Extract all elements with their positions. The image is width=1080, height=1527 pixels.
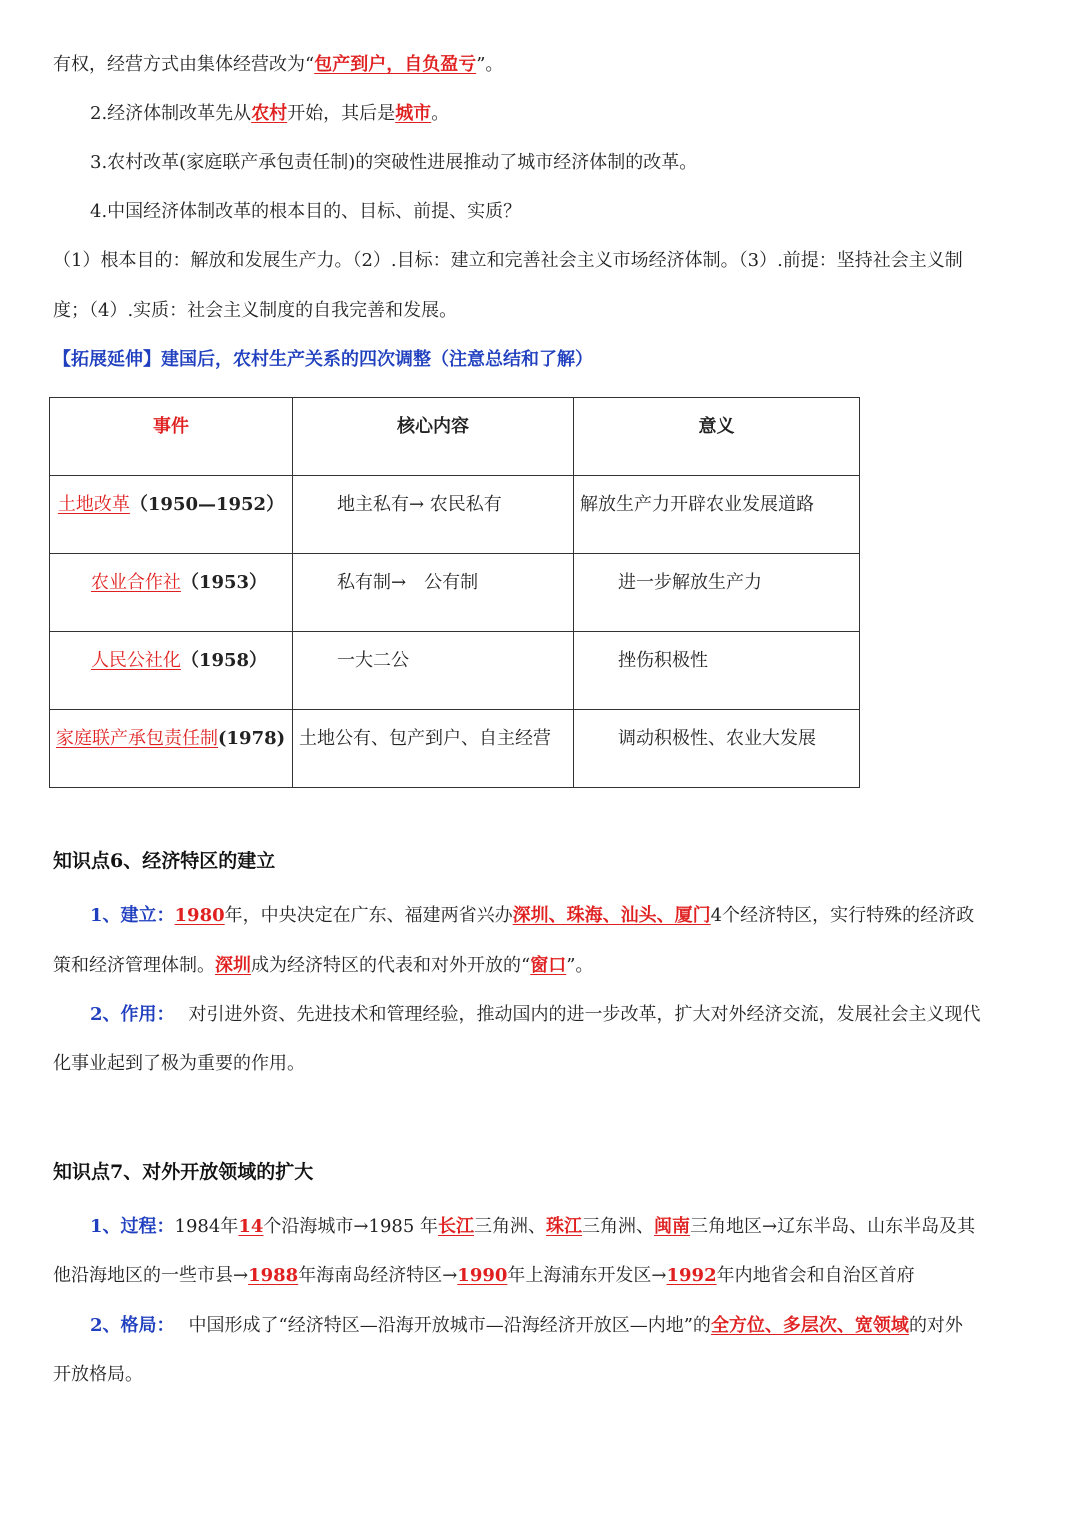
paragraph-answer-line2: 度；（4）.实质：社会主义制度的自我完善和发展。 <box>53 300 458 321</box>
adjustments-table <box>49 397 860 788</box>
header-content: 核心内容 <box>397 416 469 437</box>
paragraph-rural-reform: 3.农村改革(家庭联产承包责任制)的突破性进展推动了城市经济体制的改革。 <box>90 152 698 173</box>
section-title-k7: 知识点7、对外开放领域的扩大 <box>53 1161 314 1183</box>
meaning: 进一步解放生产力 <box>618 572 762 593</box>
k6-window: 窗口 <box>530 955 567 976</box>
table-header-row <box>50 398 860 476</box>
k7-pattern-label: 2、格局： <box>90 1315 175 1336</box>
k7-zhujiang: 珠江 <box>546 1216 583 1237</box>
k7-year-1988: 1988 <box>248 1265 299 1286</box>
core-content: 土地公有、包产到户、自主经营 <box>299 728 551 749</box>
meaning: 调动积极性、农业大发展 <box>618 728 816 749</box>
k6-year: 1980 <box>174 905 225 926</box>
table-row <box>50 710 860 788</box>
event-years: （1953） <box>180 572 268 593</box>
k6-role-label: 2、作用： <box>90 1004 175 1025</box>
core-content: 一大二公 <box>337 650 409 671</box>
event-years: (1978) <box>218 728 286 749</box>
k7-pattern-highlight: 全方位、多层次、宽领域 <box>710 1315 909 1336</box>
k6-role-line1: 2、作用： 对引进外资、先进技术和管理经验，推动国内的进一步改革，扩大对外经济交流，发展社会主义现代 <box>90 1004 981 1025</box>
header-event: 事件 <box>153 416 189 437</box>
k7-process-line2: 他沿海地区的一些市县→1988年海南岛经济特区→1990年上海浦东开发区→1992年内地省会和自治区首府 <box>53 1265 915 1286</box>
k6-zone-cities: 深圳、珠海、汕头、厦门 <box>512 905 711 926</box>
highlight-contract-responsibility: 包产到户，自负盈亏 <box>314 54 477 75</box>
k7-pattern-line2: 开放格局。 <box>53 1364 143 1385</box>
section-title-k6: 知识点6、经济特区的建立 <box>53 850 276 872</box>
core-content: 私有制→ 公有制 <box>337 572 479 593</box>
k7-year-1990: 1990 <box>457 1265 508 1286</box>
k6-shenzhen: 深圳 <box>215 955 251 976</box>
extension-title: 建国后，农村生产关系的四次调整（注意总结和了解） <box>161 349 593 370</box>
paragraph-answer-line1: （1）根本目的：解放和发展生产力。（2）.目标：建立和完善社会主义市场经济体制。（3）.前提：坚持社会主义制 <box>53 250 963 271</box>
k7-year-1992: 1992 <box>666 1265 717 1286</box>
table-row <box>50 632 860 710</box>
meaning: 解放生产力开辟农业发展道路 <box>580 494 814 515</box>
k7-minnan: 闽南 <box>654 1216 691 1237</box>
table-row <box>50 476 860 554</box>
extension-tag: 【拓展延伸】 <box>53 349 161 370</box>
paragraph-question: 4.中国经济体制改革的根本目的、目标、前提、实质？ <box>90 201 522 222</box>
k7-changjiang: 长江 <box>438 1216 475 1237</box>
meaning: 挫伤积极性 <box>618 650 708 671</box>
highlight-city: 城市 <box>395 103 432 124</box>
paragraph-reform-order: 2.经济体制改革先从农村开始，其后是城市。 <box>90 103 450 124</box>
event-name: 家庭联产承包责任制 <box>56 728 218 749</box>
k7-cities-count: 14 <box>238 1216 264 1237</box>
event-name: 人民公社化 <box>90 650 181 671</box>
paragraph-contract-system: 有权，经营方式由集体经营改为“包产到户，自负盈亏”。 <box>53 54 504 75</box>
event-name: 土地改革 <box>57 494 130 515</box>
core-content: 地主私有→ 农民私有 <box>337 494 502 515</box>
k7-process-line1: 1、过程：1984年14个沿海城市→1985 年长江三角洲、珠江三角洲、闽南三角地区→辽东半岛、山东半岛及其 <box>90 1216 976 1237</box>
event-years: （1950—1952） <box>129 494 285 515</box>
header-meaning: 意义 <box>698 416 735 437</box>
event-years: （1958） <box>180 650 268 671</box>
k6-role-line2: 化事业起到了极为重要的作用。 <box>53 1053 305 1074</box>
k6-establish-line1: 1、建立：1980年，中央决定在广东、福建两省兴办深圳、珠海、汕头、厦门4个经济特区，实行特殊的经济政 <box>90 905 975 926</box>
extension-heading <box>53 347 593 373</box>
k7-process-label: 1、过程： <box>90 1216 175 1237</box>
k6-establish-label: 1、建立： <box>90 905 175 926</box>
k6-establish-line2: 策和经济管理体制。深圳成为经济特区的代表和对外开放的“窗口”。 <box>53 955 594 976</box>
highlight-countryside: 农村 <box>251 103 288 124</box>
event-name: 农业合作社 <box>90 572 181 593</box>
table-row <box>50 554 860 632</box>
k7-pattern-line1: 2、格局： 中国形成了“经济特区—沿海开放城市—沿海经济开放区—内地”的全方位、多层次、宽领域的对外 <box>90 1315 963 1336</box>
